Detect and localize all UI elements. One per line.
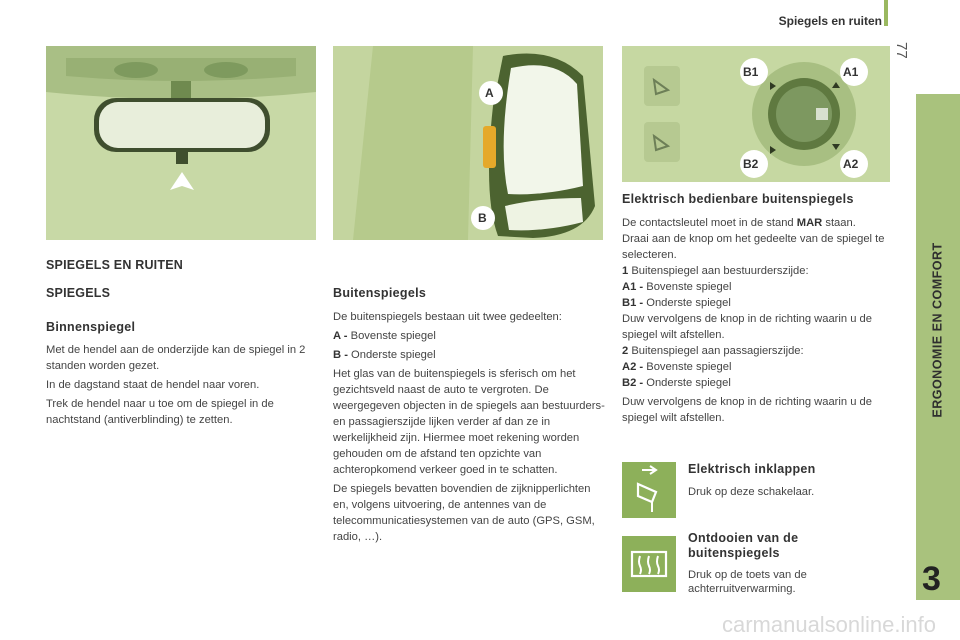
list-item: B - Onderste spiegel xyxy=(333,349,436,361)
paragraph: Het glas van de buitenspiegels is sferisch om het gezichtsveld naast de auto te vergroten. De weergegeven objecten in de spiegels aan bestuurders- en passagierszijde lijken verder af dan ze in werkelijkheid zijn. Hiermee moet rekening worden gehouden om de afstand ten opzichte van achteropkomend verkeer goed in te schatten. xyxy=(333,368,605,476)
label-b: B xyxy=(478,211,487,225)
heading-main: SPIEGELS EN RUITEN xyxy=(46,258,183,272)
list-item: 2 Buitenspiegel aan passagierszijde: xyxy=(622,345,804,357)
interior-mirror-illustration xyxy=(46,46,316,240)
column-2 xyxy=(333,286,605,545)
list-item: B2 - Onderste spiegel xyxy=(622,377,731,389)
paragraph: Druk op deze schakelaar. xyxy=(688,486,815,498)
label-b1: B1 xyxy=(743,65,759,79)
list-item: A - Bovenste spiegel xyxy=(333,330,436,342)
label-a: A xyxy=(485,86,494,100)
paragraph: Trek de hendel naar u toe om de spiegel in de nachtstand (antiverblinding) te zetten. xyxy=(46,398,274,426)
label-a2: A2 xyxy=(843,157,859,171)
column-1 xyxy=(46,258,316,428)
paragraph: In de dagstand staat de hendel naar voren. xyxy=(46,379,260,391)
fold-section xyxy=(688,462,888,500)
heading-elektrisch: Elektrisch bedienbare buitenspiegels xyxy=(622,192,854,206)
mirror-control-illustration xyxy=(622,46,890,182)
list-item: B1 - Onderste spiegel xyxy=(622,297,731,309)
paragraph: Met de hendel aan de onderzijde kan de spiegel in 2 standen worden gezet. xyxy=(46,344,306,372)
column-3 xyxy=(622,192,902,426)
paragraph: Duw vervolgens de knop in de richting waarin u de spiegel wilt afstellen. xyxy=(622,313,872,341)
watermark: carmanualsonline.info xyxy=(721,612,936,637)
chapter-title: ERGONOMIE EN COMFORT xyxy=(931,242,945,418)
list-item: A2 - Bovenste spiegel xyxy=(622,361,732,373)
defrost-section xyxy=(688,531,888,596)
heading-ontdooien: Ontdooien van de buitenspiegels xyxy=(688,531,799,560)
heading-inklappen: Elektrisch inklappen xyxy=(688,462,816,476)
mirror-fold-icon xyxy=(622,462,676,518)
page-number: 77 xyxy=(893,42,910,59)
paragraph: De contactsleutel moet in de stand MAR staan. xyxy=(622,217,856,229)
paragraph: Duw vervolgens de knop in de richting waarin u de spiegel wilt afstellen. xyxy=(622,396,872,424)
outside-mirror-illustration xyxy=(333,46,603,240)
running-header: Spiegels en ruiten xyxy=(778,14,882,28)
paragraph: Druk op de toets van de achterruitverwarming. xyxy=(688,569,807,595)
heading-spiegels: SPIEGELS xyxy=(46,286,111,300)
heading-binnenspiegel: Binnenspiegel xyxy=(46,320,136,334)
rear-defrost-icon xyxy=(622,536,676,592)
paragraph: De buitenspiegels bestaan uit twee gedeelten: xyxy=(333,311,562,323)
paragraph: Draai aan de knop om het gedeelte van de spiegel te selecteren. xyxy=(622,233,885,261)
list-item: 1 Buitenspiegel aan bestuurderszijde: xyxy=(622,265,809,277)
chapter-number: 3 xyxy=(922,560,941,598)
label-b2: B2 xyxy=(743,157,759,171)
paragraph: De spiegels bevatten bovendien de zijknipperlichten en, volgens uitvoering, de antennes van de telecommunicatiesystemen van de auto (GPS, GSM, radio, …). xyxy=(333,483,595,543)
label-a1: A1 xyxy=(843,65,859,79)
heading-buitenspiegels: Buitenspiegels xyxy=(333,286,427,300)
list-item: A1 - Bovenste spiegel xyxy=(622,281,732,293)
header-accent-bar xyxy=(884,0,888,26)
